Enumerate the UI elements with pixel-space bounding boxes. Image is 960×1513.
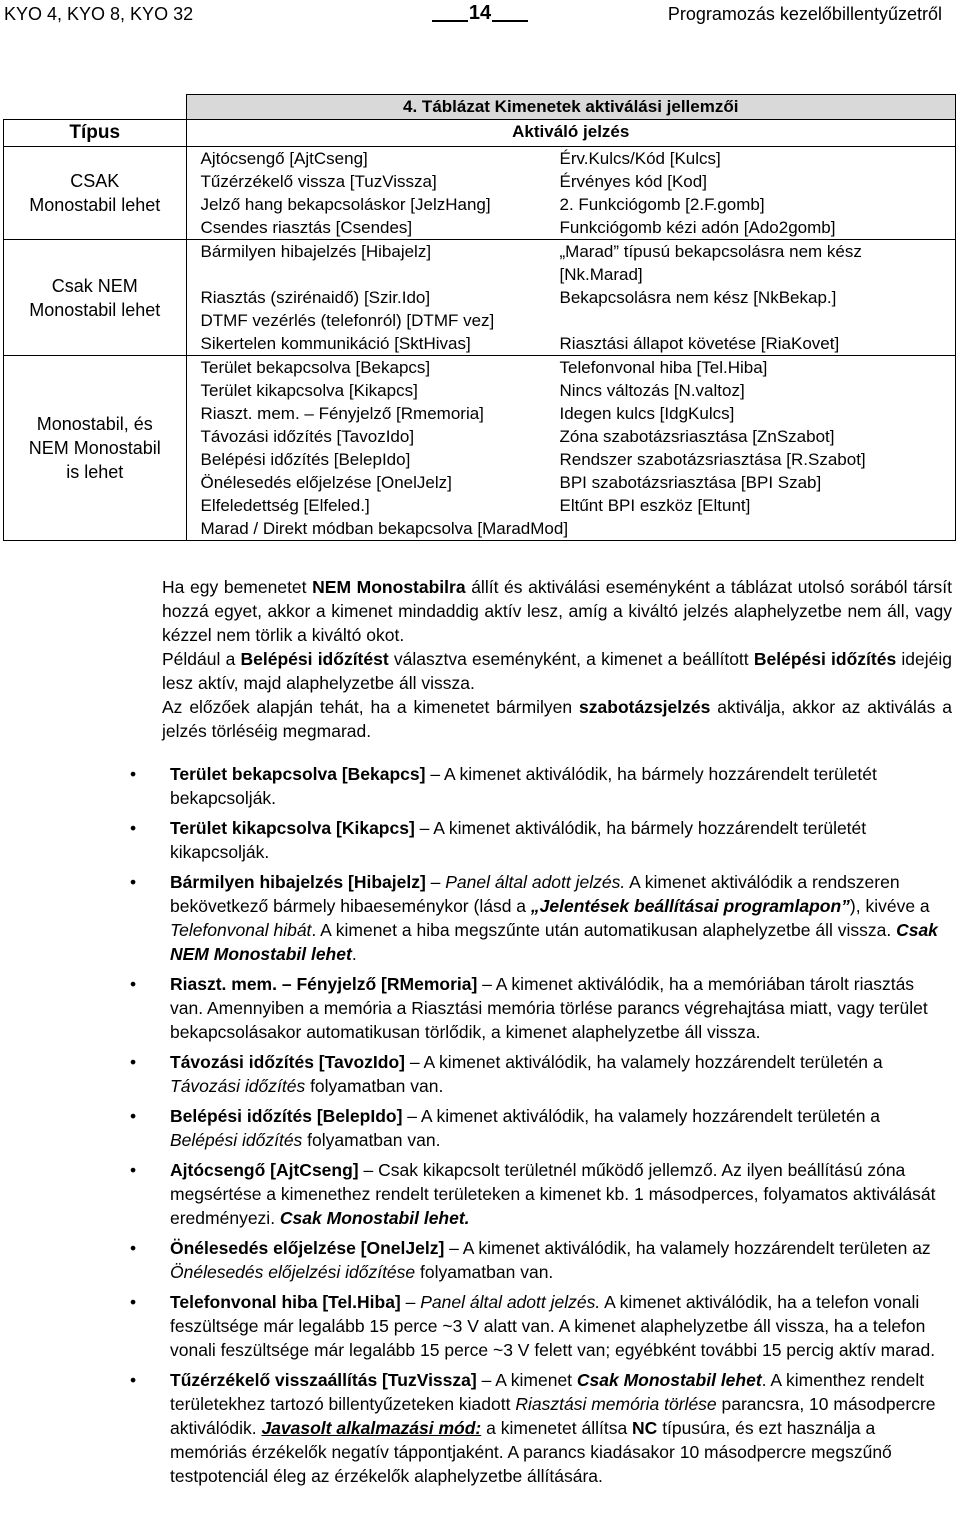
list-item-text: . A kimenthez rendelt területekhez tartozó billentyűzeteken kiadott [170,1370,925,1414]
intro-paragraph-2: Például a Belépési időzítést választva eseményként, a kimenet a beállított Belépési időzítés idejéig lesz aktív, majd alaphelyzetbe áll vissza. [162,649,952,693]
list-item [130,1290,945,1362]
page-header [0,4,960,28]
list-item-text: Önélesedés előjelzése [OnelJelz] [170,1238,445,1258]
type-cell-both [4,356,187,541]
bullet-icon: • [130,1370,137,1390]
list-item-text: – A kimenet aktiválódik, ha a memóriában tárolt riasztás van. Amennyiben a memória a Riasztási memória törlése parancs végrehajtása miatt, vagy terület bekapcsolásakor automatikusan törlődik, a kimenet alaphelyzetbe áll vissza. [170,974,928,1042]
list-item-text: Terület bekapcsolva [Bekapcs] [170,764,426,784]
list-item-text: Csak NEM Monostabil lehet [170,920,938,964]
list-item [130,1104,945,1152]
group-only-not-monostable [186,240,956,356]
list-item-text: Ajtócsengő [AjtCseng] [170,1160,359,1180]
type-line: Monostabil lehet [29,299,161,320]
list-item-text: típusúra, és ezt használja a memóriás érzékelők negatív táppontjaként. A parancs kiadásakor 10 másodpercre megszűnő testpotenciál éleg az érzékelők alaphelyzetbe állítására. [170,1418,892,1486]
bullet-icon: • [130,1238,137,1258]
bullet-icon: • [130,1052,137,1072]
signal-right: Eltűnt BPI eszköz [Eltunt] [559,496,751,515]
list-item-text: Belépési időzítés [BelepIdo] [170,1106,403,1126]
list-item-text: . [351,944,357,964]
list-item [130,816,945,864]
bullet-icon: • [130,764,137,784]
list-item-text: Panel által adott jelzés. [445,872,626,892]
signal-left: Bármilyen hibajelzés [Hibajelz] [200,242,432,261]
signal-right: Riasztási állapot követése [RiaKovet] [559,334,840,353]
type-line: Csak NEM [51,275,138,296]
signal-right: Nincs változás [N.valtoz] [559,381,745,400]
list-item-text: Panel által adott jelzés. [420,1292,601,1312]
signal-left: Sikertelen kommunikáció [SktHivas] [200,334,471,353]
list-item-text: – A kimenet aktiválódik, ha bármely hozzárendelt területét bekapcsolják. [170,764,877,808]
list-item-text: – A kimenet aktiválódik, ha valamely hozzárendelt területen az [444,1238,931,1258]
signal-left: Önélesedés előjelzése [OnelJelz] [200,473,452,492]
type-cell-only-not-monostable [4,240,187,356]
list-item-text: NC [632,1418,658,1438]
list-item [130,972,945,1044]
list-item [130,1050,945,1098]
bullet-icon: • [130,1160,137,1180]
table-row [187,379,956,402]
list-item-text: Távozási időzítés [TavozIdo] [170,1052,405,1072]
type-column-header: Típus [4,120,187,147]
signal-left: Távozási időzítés [TavozIdo] [200,427,415,446]
table-row [187,517,956,540]
group-both [186,356,956,541]
table-row [187,494,956,517]
list-item-text: Távozási időzítés [170,1076,306,1096]
list-item-text: – A kimenet [476,1370,577,1390]
signal-left: Tűzérzékelő vissza [TuzVissza] [200,172,437,191]
signal-left: Riaszt. mem. – Fényjelző [Rmemoria] [200,404,484,423]
table-corner [4,95,187,120]
list-item-text: – A kimenet aktiválódik, ha valamely hozzárendelt területén a [402,1106,881,1126]
table-row [187,425,956,448]
signal-right: „Marad” típusú bekapcsolásra nem kész [Nk.Marad] [559,242,862,284]
signal-left: DTMF vezérlés (telefonról) [DTMF vez] [200,311,495,330]
list-item-text: a kimenetet állítsa [481,1418,633,1438]
signal-right: Telefonvonal hiba [Tel.Hiba] [559,358,768,377]
intro-paragraph-1: Ha egy bemenetet NEM Monostabilra állít és aktiválási eseményként a táblázat utolsó sorából társít hozzá egyet, akkor a kimenet mindaddig aktív lesz, amíg a kiváltó jelzés alaphelyzetbe nem áll, vagy kézzel nem törlik a kiváltó okot. [162,577,952,645]
group-only-monostable [186,147,956,240]
bullet-icon: • [130,872,137,892]
list-item-text: ), kivéve a [849,896,930,916]
type-line: Monostabil, és [36,414,153,434]
list-item-text: Riasztási memória törlése [515,1394,717,1414]
signal-right: BPI szabotázsriasztása [BPI Szab] [559,473,822,492]
list-item-text: Telefonvonal hibát [170,920,312,940]
type-line: NEM Monostabil [28,438,161,458]
list-item-text: Bármilyen hibajelzés [Hibajelz] [170,872,426,892]
signal-left: Csendes riasztás [Csendes] [200,218,413,237]
list-item-text: Javasolt alkalmazási mód: [261,1418,482,1438]
table-caption: 4. Táblázat Kimenetek aktiválási jellemzői [186,95,956,120]
list-item [130,762,945,810]
signal-right: 2. Funkciógomb [2.F.gomb] [559,195,765,214]
type-cell-only-monostable [4,147,187,240]
list-item-text: Telefonvonal hiba [Tel.Hiba] [170,1292,401,1312]
list-item-text: Tűzérzékelő visszaállítás [TuzVissza] [170,1370,477,1390]
page-number: 14 [468,2,492,24]
signal-left: Elfeledettség [Elfeled.] [200,496,370,515]
signal-right: Zóna szabotázsriasztása [ZnSzabot] [559,427,835,446]
signal-left: Jelző hang bekapcsoláskor [JelzHang] [200,195,491,214]
list-item-text: Belépési időzítés [170,1130,303,1150]
list-item [130,1158,945,1230]
bullet-icon: • [130,974,137,994]
table-row [187,356,956,379]
list-item [130,1236,945,1284]
table-row [187,286,956,309]
activation-column-header: Aktiváló jelzés [186,120,956,147]
table-row [187,332,956,355]
signal-left: Belépési időzítés [BelepIdo] [200,450,411,469]
signal-right: Rendszer szabotázsriasztása [R.Szabot] [559,450,866,469]
list-item-text: . A kimenet a hiba megszűnte után automatikusan alaphelyzetbe áll vissza. [311,920,897,940]
table-row [187,216,956,239]
signal-right: Funkciógomb kézi adón [Ado2gomb] [559,218,836,237]
list-item-text: A kimenet aktiválódik a rendszeren bekövetkező bármely hibaeseménykor (lásd a [170,872,900,916]
signal-left: Terület kikapcsolva [Kikapcs] [200,381,418,400]
list-item-text: „Jelentések beállításai programlapon” [530,896,850,916]
signal-description-list [130,762,945,1494]
signal-left: Terület bekapcsolva [Bekapcs] [200,358,431,377]
signal-right: Érv.Kulcs/Kód [Kulcs] [559,149,721,168]
list-item-text: folyamatban van. [415,1262,554,1282]
signal-left: Marad / Direkt módban bekapcsolva [MaradMod] [200,519,569,538]
table-row [187,170,956,193]
list-item-text: – Csak kikapcsolt területnél működő jellemző. Az ilyen beállítású zóna megsértése a kimenethez rendelt területeken a kimenet kb. 1 másodperces, folyamatos aktiválását eredményezi. [170,1160,936,1228]
list-item-text: Csak Monostabil lehet [576,1370,762,1390]
intro-paragraph-3: Az előzőek alapján tehát, ha a kimenetet bármilyen szabotázsjelzés aktiválja, akkor az aktiválás a jelzés törléséig megmarad. [162,697,953,741]
table-row [187,471,956,494]
list-item-text: – [400,1292,421,1312]
list-item-text: A kimenet aktiválódik, ha a telefon vonali feszültsége már legalább 15 perce ~3 V alatt van. A kimenet alaphelyzetbe áll vissza, ha a telefon vonali feszültsége már legalább 15 perce ~3 V felett van; egyébként további 15 percig aktív marad. [170,1292,936,1360]
signal-right [560,309,956,332]
list-item-text: Csak Monostabil lehet. [279,1208,470,1228]
bullet-icon: • [130,1106,137,1126]
table-row [187,448,956,471]
table-row [187,147,956,170]
signal-right: Idegen kulcs [IdgKulcs] [559,404,735,423]
type-line: Monostabil lehet [29,195,161,215]
header-rule-right [492,20,528,22]
list-item-text: folyamatban van. [305,1076,444,1096]
table-row [187,309,956,332]
list-item-text: – [425,872,446,892]
list-item [130,870,945,966]
bullet-icon: • [130,1292,137,1312]
header-model-list: KYO 4, KYO 8, KYO 32 [4,4,194,24]
bullet-icon: • [130,818,137,838]
table-row [187,402,956,425]
header-section-title: Programozás kezelőbillentyűzetről [667,4,942,24]
signal-right: Bekapcsolásra nem kész [NkBekap.] [559,288,837,307]
signal-left: Riasztás (szirénaidő) [Szir.Ido] [200,288,431,307]
list-item-text: parancsra, 10 másodpercre aktiválódik. [170,1394,936,1438]
type-line: CSAK [70,171,120,191]
type-line: is lehet [66,462,124,482]
list-item-text: – A kimenet aktiválódik, ha bármely hozzárendelt területét kikapcsolják. [170,818,867,862]
signal-right: Érvényes kód [Kod] [559,172,707,191]
table-row [187,193,956,216]
list-item-text: – A kimenet aktiválódik, ha valamely hozzárendelt területén a [405,1052,883,1072]
outputs-activation-table [3,94,956,541]
list-item-text: folyamatban van. [302,1130,441,1150]
table-row [187,240,956,286]
list-item-text: Riaszt. mem. – Fényjelző [RMemoria] [170,974,478,994]
list-item-text: Önélesedés előjelzési időzítése [170,1262,416,1282]
signal-left: Ajtócsengő [AjtCseng] [200,149,368,168]
list-item-text: Terület kikapcsolva [Kikapcs] [170,818,415,838]
list-item [130,1368,945,1488]
intro-text [162,575,952,743]
